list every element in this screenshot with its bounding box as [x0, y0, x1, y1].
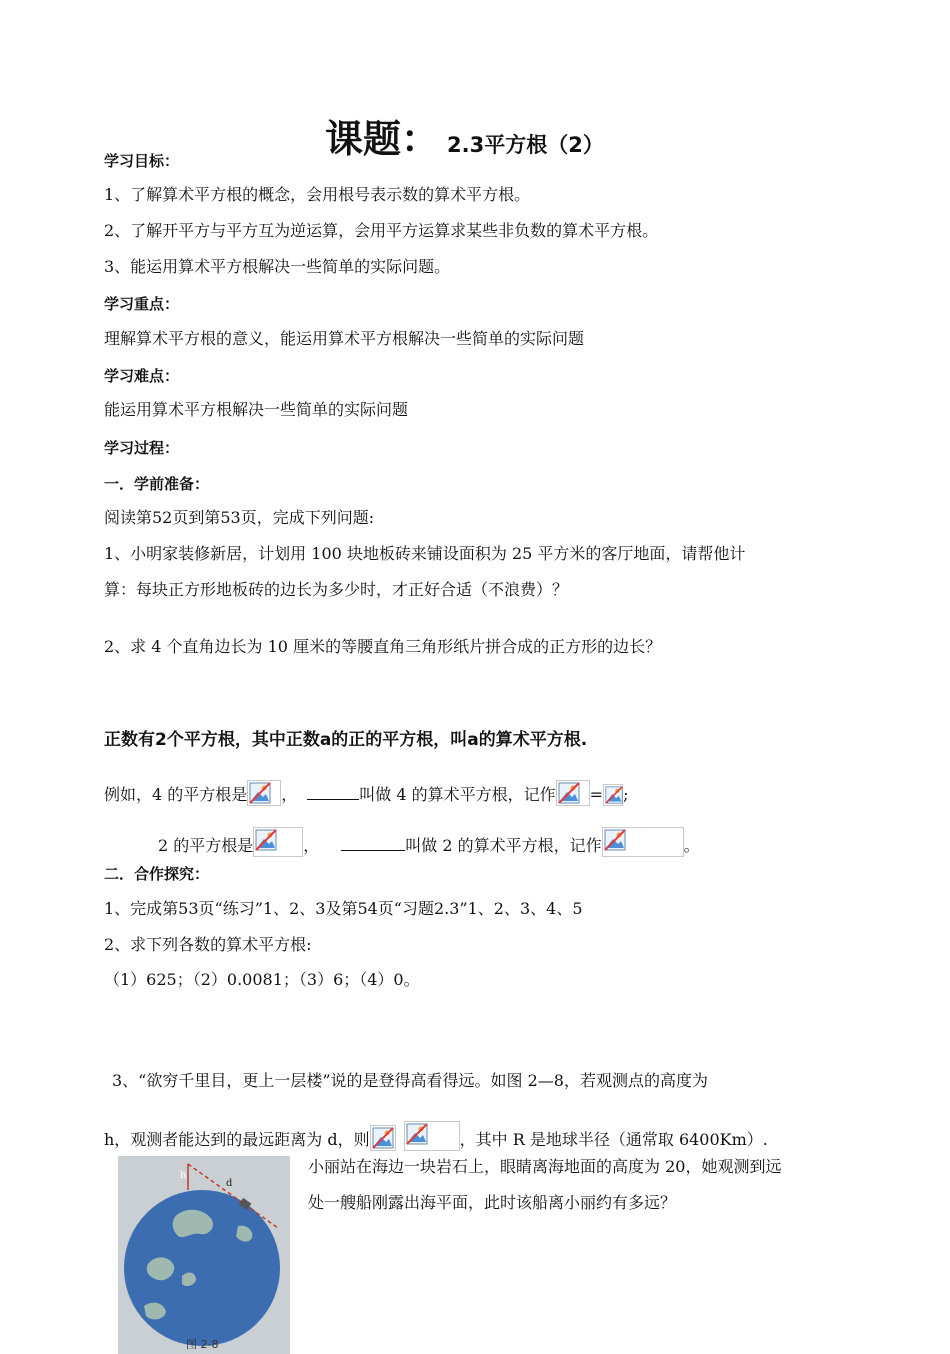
figure-label-h: h	[180, 1170, 187, 1181]
figure-caption: 图 2-8	[186, 1338, 219, 1351]
objective-item: 3、能运用算术平方根解决一些简单的实际问题。	[104, 257, 451, 276]
process-heading: 学习过程：	[104, 439, 180, 457]
figure-label-d: d	[226, 1178, 233, 1189]
coop-item-3-formula-line: h，观测者能达到的最远距离为 d，则 ，其中 R 是地球半径（通常取 6400Km）.	[104, 1121, 768, 1151]
broken-image-icon	[603, 784, 623, 806]
earth-figure	[118, 1156, 290, 1354]
coop-item-3: 3、“欲穷千里目，更上一层楼”说的是登得高看得远。如图 2—8，若观测点的高度为	[112, 1071, 708, 1090]
broken-image-icon	[370, 1125, 396, 1151]
broken-image-icon	[602, 827, 684, 857]
answer-blank	[341, 850, 405, 851]
objective-item: 1、了解算术平方根的概念，会用根号表示数的算术平方根。	[104, 185, 531, 204]
page-title: 课题： 2.3平方根（2）	[325, 117, 604, 161]
objective-item: 2、了解开平方与平方互为逆运算，会用平方运算求某些非负数的算术平方根。	[104, 221, 659, 240]
key-points-text: 理解算术平方根的意义，能运用算术平方根解决一些简单的实际问题	[104, 329, 585, 348]
example-line-1: 例如，4 的平方根是 ， 叫做 4 的算术平方根，记作 = ;	[104, 780, 628, 806]
prep-question-1: 1、小明家装修新居，计划用 100 块地板砖来铺设面积为 25 平方米的客厅地面，请帮他计	[104, 544, 746, 563]
prep-question-2: 2、求 4 个直角边长为 10 厘米的等腰直角三角形纸片拼合成的正方形的边长？	[104, 637, 662, 656]
coop-item-1: 1、完成第53页“练习”1、2、3及第54页“习题2.3”1、2、3、4、5	[104, 899, 583, 918]
prep-heading: 一．学前准备：	[104, 475, 210, 493]
key-points-heading: 学习重点：	[104, 295, 180, 313]
answer-blank	[307, 799, 359, 800]
broken-image-icon	[556, 780, 590, 806]
objectives-heading: 学习目标：	[104, 152, 180, 170]
broken-image-icon	[404, 1121, 460, 1151]
coop-heading: 二．合作探究：	[104, 865, 210, 883]
difficulties-heading: 学习难点：	[104, 367, 180, 385]
prep-intro: 阅读第52页到第53页，完成下列问题:	[104, 508, 375, 527]
difficulties-text: 能运用算术平方根解决一些简单的实际问题	[104, 400, 409, 419]
prep-question-1-cont: 算：每块正方形地板砖的边长为多少时，才正好合适（不浪费）？	[104, 580, 569, 599]
coop-item-3-question: 处一艘船刚露出海平面，此时该船离小丽约有多远？	[308, 1193, 677, 1212]
coop-item-2: 2、求下列各数的算术平方根:	[104, 935, 312, 954]
broken-image-icon	[247, 780, 281, 806]
coop-item-3-cont: 小丽站在海边一块岩石上，眼睛离海地面的高度为 20，她观测到远	[308, 1157, 782, 1176]
broken-image-icon	[253, 827, 303, 857]
example-line-2: 2 的平方根是 ， 叫做 2 的算术平方根，记作 。	[158, 827, 700, 857]
coop-item-2-list: （1）625；（2）0.0081；（3）6；（4）0。	[104, 970, 420, 989]
definition-text: 正数有2个平方根，其中正数a的正的平方根，叫a的算术平方根.	[104, 730, 588, 750]
